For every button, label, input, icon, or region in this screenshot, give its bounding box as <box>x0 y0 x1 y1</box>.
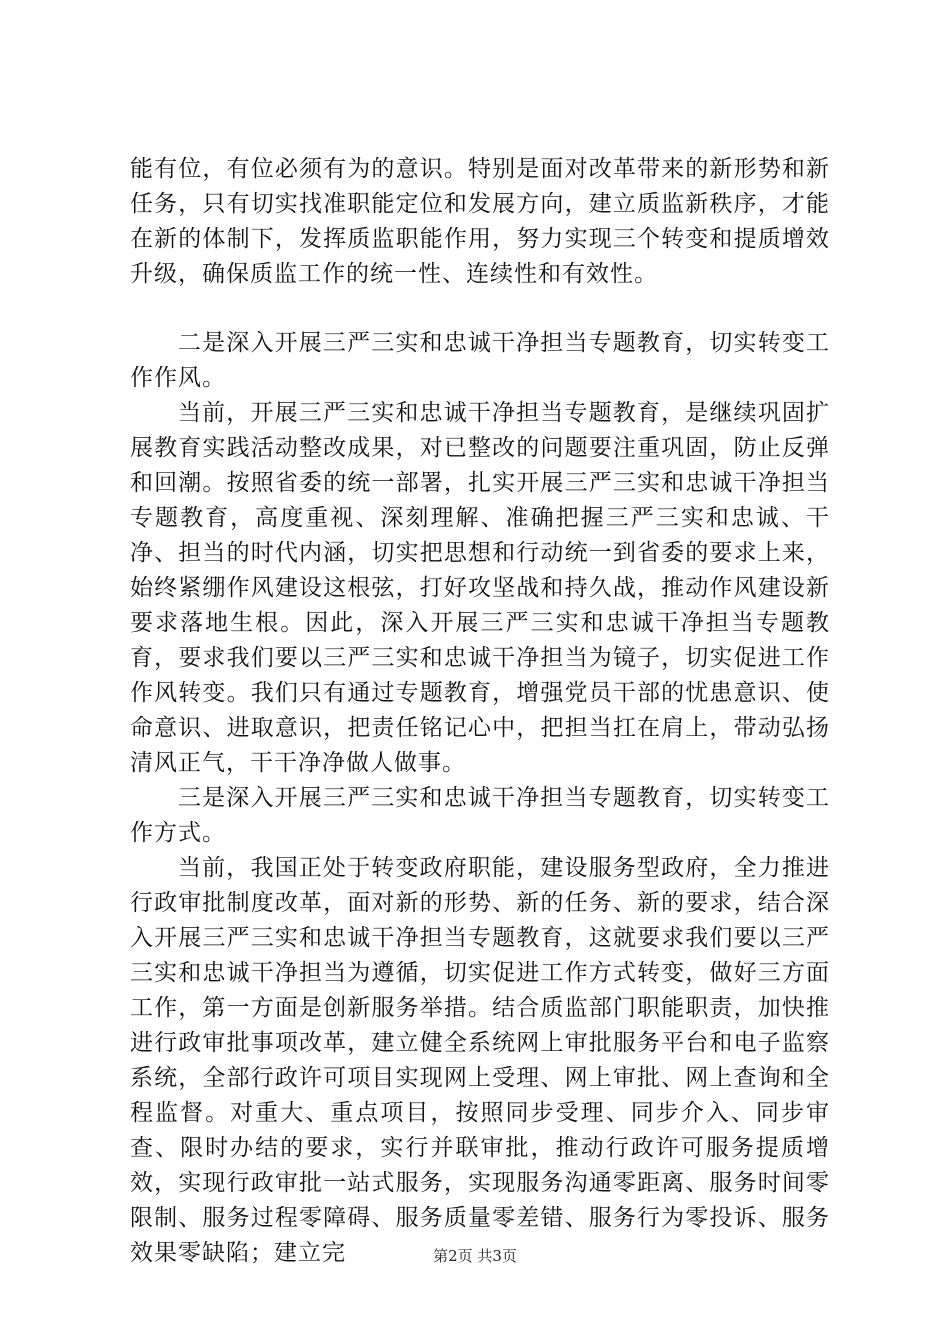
document-body <box>130 152 830 1271</box>
paragraph-continuation: 能有位，有位必须有为的意识。特别是面对改革带来的新形势和新任务，只有切实找准职能定位和发展方向，建立质监新秩序，才能在新的体制下，发挥质监职能作用，努力实现三个转变和提质增效升级，确保质监工作的统一性、连续性和有效性。 <box>130 156 830 287</box>
paragraph-heading-two: 二是深入开展三严三实和忠诚干净担当专题教育，切实转变工作作风。 <box>130 330 830 391</box>
paragraph-body-work-method: 当前，我国正处于转变政府职能，建设服务型政府，全力推进行政审批制度改革，面对新的形势、新的任务、新的要求，结合深入开展三严三实和忠诚干净担当专题教育，这就要求我们要以三严三实和忠诚干净担当为遵循，切实促进工作方式转变，做好三方面工作，第一方面是创新服务举措。结合质监部门职能职责，加快推进行政审批事项改革，建立健全系统网上审批服务平台和电子监察系统，全部行政许可项目实现网上受理、网上审批、网上查询和全程监督。对重大、重点项目，按照同步受理、同步介入、同步审查、限时办结的要求，实行并联审批，推动行政许可服务提质增效，实现行政审批一站式服务，实现服务沟通零距离、服务时间零限制、服务过程零障碍、服务质量零差错、服务行为零投诉、服务效果零缺陷；建立完 <box>130 855 830 1266</box>
paragraph-body-work-style: 当前，开展三严三实和忠诚干净担当专题教育，是继续巩固扩展教育实践活动整改成果，对已整改的问题要注重巩固，防止反弹和回潮。按照省委的统一部署，扎实开展三严三实和忠诚干净担当专题教育，高度重视、深刻理解、准确把握三严三实和忠诚、干净、担当的时代内涵，切实把思想和行动统一到省委的要求上来，始终紧绷作风建设这根弦，打好攻坚战和持久战，推动作风建设新要求落地生根。因此，深入开展三严三实和忠诚干净担当专题教育，要求我们要以三严三实和忠诚干净担当为镜子，切实促进工作作风转变。我们只有通过专题教育，增强党员干部的忧患意识、使命意识、进取意识，把责任铭记心中，把担当扛在肩上，带动弘扬清风正气，干干净净做人做事。 <box>130 400 830 776</box>
page-number-footer: 第2页 共3页 <box>433 1247 517 1265</box>
paragraph-gap <box>130 292 830 326</box>
paragraph-heading-three: 三是深入开展三严三实和忠诚干净担当专题教育，切实转变工作方式。 <box>130 785 830 846</box>
